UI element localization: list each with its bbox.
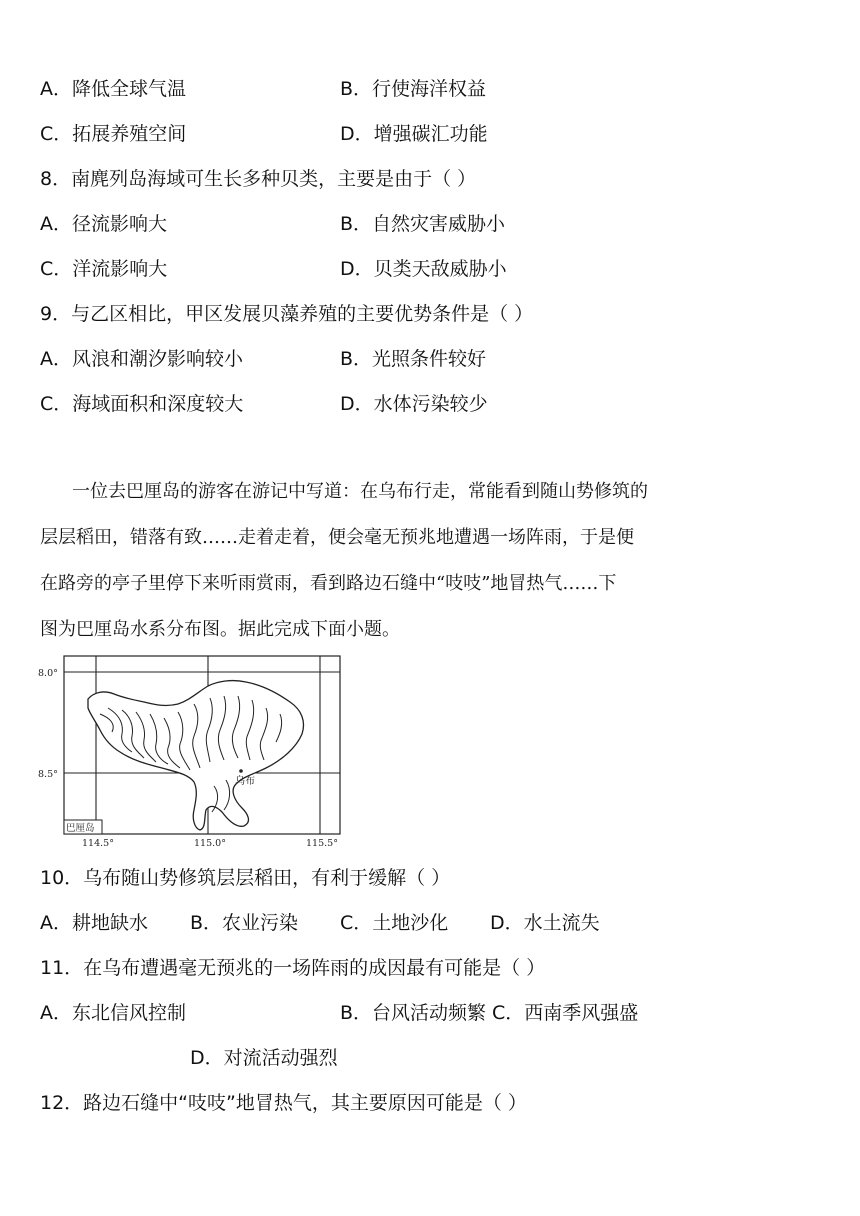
- q8-option-d: D．贝类天敌威胁小: [340, 258, 507, 280]
- q9-option-b: B．光照条件较好: [340, 348, 487, 370]
- q10-option-d: D．水土流失: [490, 912, 600, 934]
- q10-stem: 10．乌布随山势修筑层层稻田，有利于缓解（ ）: [40, 867, 451, 889]
- q9-option-d: D．水体污染较少: [340, 393, 488, 415]
- q8-option-c: C．洋流影响大: [40, 258, 168, 280]
- q12-stem: 12．路边石缝中“吱吱”地冒热气，其主要原因可能是（ ）: [40, 1092, 527, 1114]
- lon-label-115-0: 115.0°: [194, 838, 226, 848]
- q11-option-b: B．台风活动频繁: [340, 1002, 487, 1024]
- lat-label-8-0: 8.0°: [38, 668, 58, 679]
- q7-option-a: A．降低全球气温: [40, 78, 186, 100]
- bali-river-map: [38, 652, 348, 848]
- passage-line-2: 层层稻田，错落有致……走着走着，便会毫无预兆地遭遇一场阵雨，于是便: [40, 527, 634, 548]
- ubud-marker: [239, 769, 243, 773]
- q7-option-d: D．增强碳汇功能: [340, 123, 488, 145]
- q8-option-b: B．自然灾害威胁小: [340, 213, 506, 235]
- lat-label-8-5: 8.5°: [38, 769, 58, 780]
- q11-option-d: D．对流活动强烈: [190, 1047, 338, 1069]
- q11-option-c: C．西南季风强盛: [492, 1002, 639, 1024]
- island-name-label: 巴厘岛: [66, 823, 95, 834]
- lon-label-114-5: 114.5°: [82, 838, 114, 848]
- q9-option-c: C．海域面积和深度较大: [40, 393, 244, 415]
- lon-label-115-5: 115.5°: [306, 838, 338, 848]
- passage-line-4: 图为巴厘岛水系分布图。据此完成下面小题。: [40, 619, 400, 640]
- q11-option-a: A．东北信风控制: [40, 1002, 186, 1024]
- q8-option-a: A．径流影响大: [40, 213, 167, 235]
- q10-option-a: A．耕地缺水: [40, 912, 148, 934]
- q7-option-c: C．拓展养殖空间: [40, 123, 187, 145]
- q9-option-a: A．风浪和潮汐影响较小: [40, 348, 243, 370]
- passage-line-1: 一位去巴厘岛的游客在游记中写道：在乌布行走，常能看到随山势修筑的: [72, 481, 648, 502]
- q7-option-b: B．行使海洋权益: [340, 78, 487, 100]
- ubud-label: 乌布: [235, 776, 255, 787]
- q9-stem: 9．与乙区相比，甲区发展贝藻养殖的主要优势条件是（ ）: [40, 303, 534, 325]
- q10-option-b: B．农业污染: [190, 912, 299, 934]
- q8-stem: 8．南麂列岛海域可生长多种贝类，主要是由于（ ）: [40, 168, 477, 190]
- q10-option-c: C．土地沙化: [340, 912, 449, 934]
- passage-line-3: 在路旁的亭子里停下来听雨赏雨，看到路边石缝中“吱吱”地冒热气……下: [40, 573, 617, 594]
- q11-stem: 11．在乌布遭遇毫无预兆的一场阵雨的成因最有可能是（ ）: [40, 957, 546, 979]
